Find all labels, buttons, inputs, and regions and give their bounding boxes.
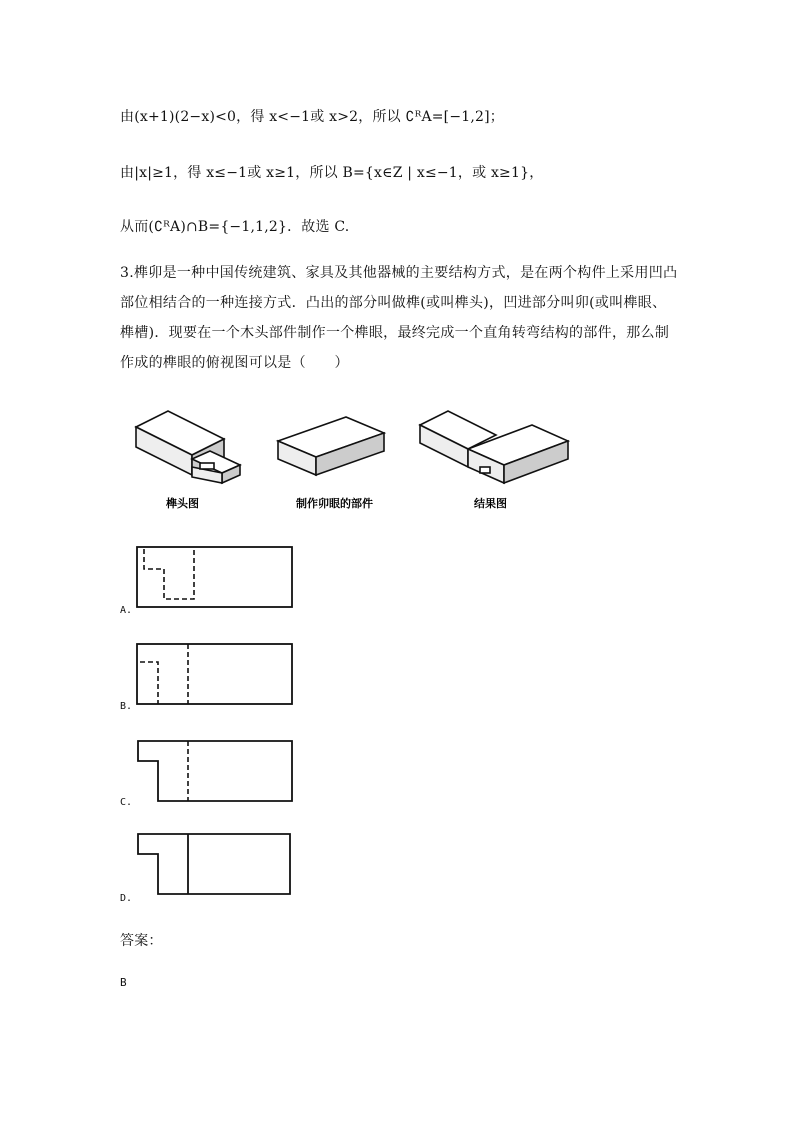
option-c-label: C. — [120, 797, 133, 808]
caption-tenon-head: 榫头图 — [166, 497, 199, 510]
caption-result: 结果图 — [474, 497, 507, 510]
question-number: 3. — [120, 265, 134, 281]
option-a-label: A. — [120, 605, 133, 616]
mortise-part-drawing — [278, 417, 384, 475]
answer-value: B — [120, 976, 127, 989]
option-d-label: D. — [120, 893, 133, 904]
tenon-head-drawing — [136, 411, 240, 483]
answer-label: 答案： — [120, 933, 163, 949]
question-text — [120, 258, 680, 378]
option-d-diagram — [136, 832, 296, 896]
tenon-figure — [128, 405, 588, 515]
result-drawing — [420, 411, 568, 483]
option-b-diagram — [136, 642, 296, 706]
option-b-label: B. — [120, 701, 133, 712]
option-a-diagram — [136, 545, 296, 609]
caption-mortise-part: 制作卯眼的部件 — [296, 497, 373, 510]
solution-line-2: 由|x|≥1，得 x≤−1或 x≥1，所以 B={x∈Z | x≤−1，或 x≥1}， — [120, 165, 544, 181]
question-body: 榫卯是一种中国传统建筑、家具及其他器械的主要结构方式，是在两个构件上采用凹凸部位相结合的一种连接方式．凸出的部分叫做榫(或叫榫头)，凹进部分叫卯(或叫榫眼、榫槽)．现要在一个木头部件制作一个榫眼，最终完成一个直角转弯结构的部件，那么制作成的榫眼的俯视图可以是（ ） — [120, 265, 678, 371]
solution-line-3: 从而(∁ᴿA)∩B={−1,1,2}．故选 C. — [120, 219, 350, 235]
option-c-diagram — [136, 739, 296, 803]
solution-line-1: 由(x+1)(2−x)<0，得 x<−1或 x>2，所以 ∁ᴿA=[−1,2]； — [120, 109, 505, 125]
